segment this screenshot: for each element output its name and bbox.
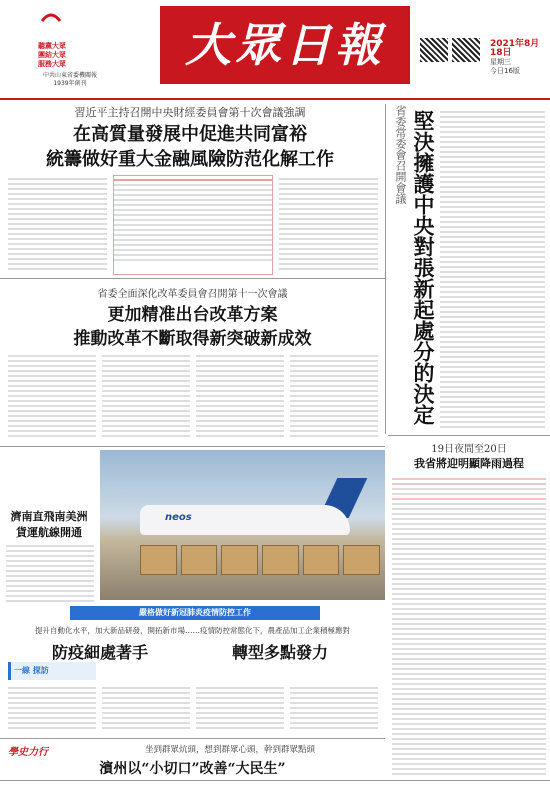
cargo-pallets xyxy=(140,545,380,575)
lead-headline-2: 統籌做好重大金融風險防范化解工作 xyxy=(46,149,334,170)
second-kicker: 省委全面深化改革委員會召開第十一次會議 xyxy=(97,289,288,300)
second-headline-2: 推動改革不斷取得新突破新成效 xyxy=(73,329,312,349)
plane-livery: neos xyxy=(165,512,192,523)
divider xyxy=(0,278,385,279)
qr-codes xyxy=(420,38,482,62)
flight-body xyxy=(6,542,94,604)
weather-kicker: 19日夜間至20日 xyxy=(431,444,507,455)
covid-headline-1: 防疫細處著手 xyxy=(51,643,148,662)
slogans: 聽黨大眾 團結大眾 服務大眾 xyxy=(38,42,66,68)
side-headline: 堅決擁護中央對張新起處分的決定 xyxy=(411,110,436,425)
section-label-1: 一線 探訪 xyxy=(8,662,96,680)
flight-headline-1: 濟南直飛南美洲 xyxy=(10,510,88,523)
masthead xyxy=(0,0,550,100)
second-body xyxy=(8,352,378,444)
bottom-headline: 濱州以“小切口”改善“大民生” xyxy=(99,761,286,777)
divider xyxy=(385,104,386,434)
divider xyxy=(388,435,550,436)
section-label-2: 學史力行 xyxy=(8,747,48,758)
second-headline-1: 更加精准出台改革方案 xyxy=(107,305,278,325)
bottom-kicker: 坐到群眾炕頭，想到群眾心頭，幹到群眾點頭 xyxy=(144,745,315,755)
lead-headline-1: 在高質量發展中促進共同富裕 xyxy=(73,124,307,145)
flight-headline-2: 貨運航線開通 xyxy=(16,526,82,539)
covid-body xyxy=(8,684,378,734)
divider xyxy=(0,446,385,447)
qr-icon xyxy=(420,38,448,62)
party-org: 中共山東省委機關報 1939年創刊 xyxy=(42,72,97,87)
weather-body xyxy=(392,475,546,775)
lead-kicker: 習近平主持召開中央財經委員會第十次會議強調 xyxy=(74,106,306,119)
newspaper-logo-icon xyxy=(40,8,62,22)
qr-icon xyxy=(452,38,480,62)
side-kicker: 省委常委會召開會議 xyxy=(394,105,407,204)
lead-body xyxy=(8,175,378,275)
covid-kicker: 提升自動化水平，加大新品研發，開拓新市場……疫情防控常態化下，農產品加工企業積極應對 xyxy=(35,626,350,635)
issue-date: 2021年8月18日 星期三 今日16版 xyxy=(490,39,540,75)
weather-headline: 我省將迎明顯降雨過程 xyxy=(414,457,524,470)
side-body xyxy=(440,108,545,433)
covid-banner: 嚴格做好新冠肺炎疫情防控工作 xyxy=(70,606,320,620)
covid-headline-2: 轉型多點發力 xyxy=(231,643,328,662)
divider xyxy=(0,738,385,739)
page-footer xyxy=(0,780,550,802)
newspaper-title: 大眾日報 xyxy=(160,6,410,84)
